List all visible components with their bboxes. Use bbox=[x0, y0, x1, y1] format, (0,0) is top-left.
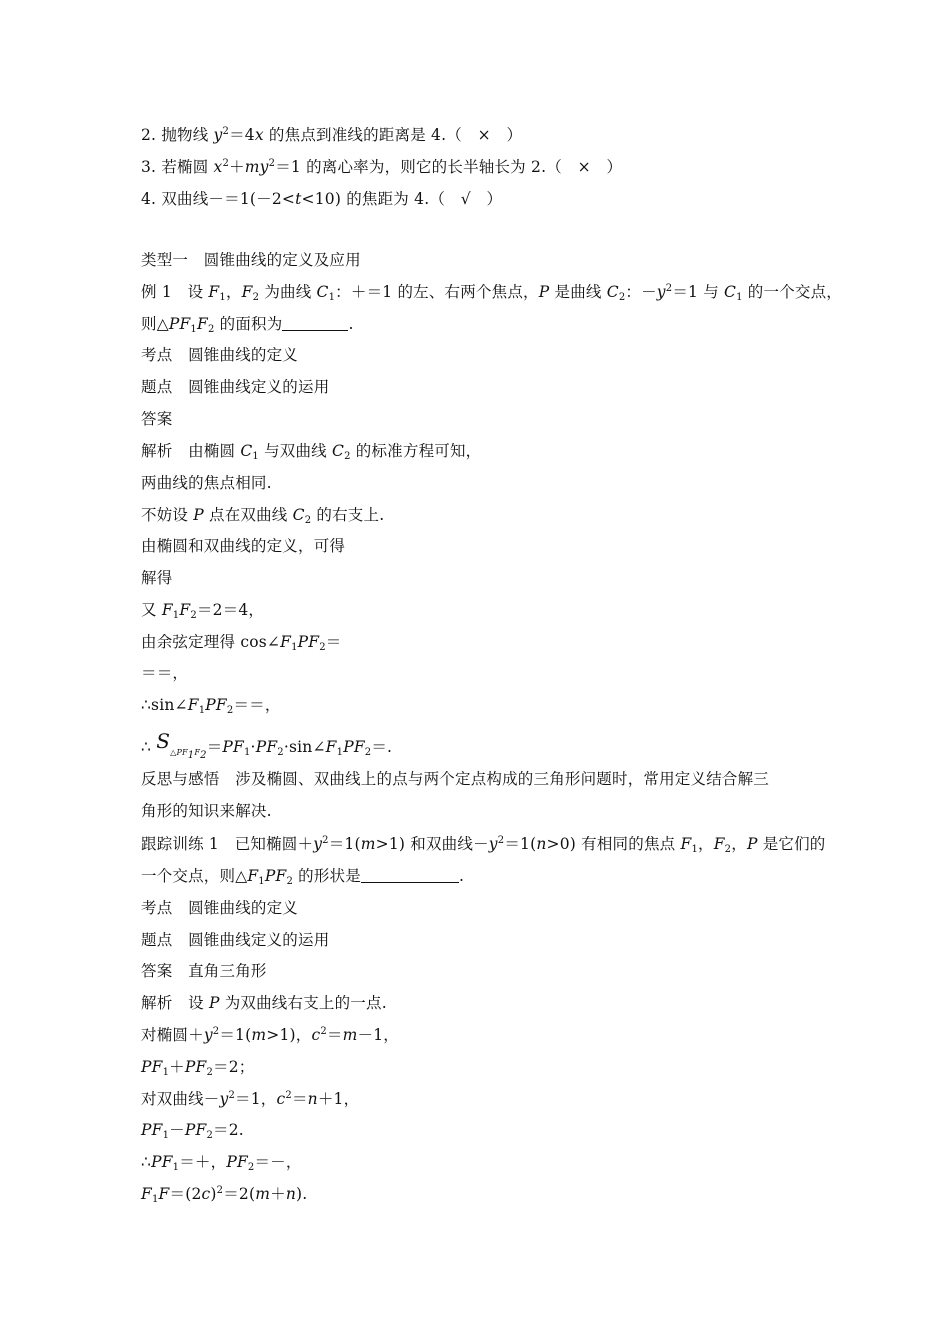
judgement-item-3: 3. 若椭圆 $x^2+my^2=1$ 的离心率为，则它的长半轴长为 2.（ × ） bbox=[141, 158, 623, 176]
practice-1-question: 一个交点，则$\triangle F_1PF_2$ 的形状是 . bbox=[141, 867, 465, 887]
solution-line-4: 由椭圆和双曲线的定义，可得 bbox=[141, 537, 346, 555]
solution-line-9: $\therefore\sin\angle F_1PF_2==$， bbox=[141, 696, 281, 716]
solution-line-1: 解析 设 P 为双曲线右支上的一点. bbox=[141, 994, 387, 1012]
solution-line-10: ∴ $S\triangle PF_1F_2=PF_1\cdot PF_2\cdot\sin\angle F_1PF_2=$. bbox=[141, 729, 393, 761]
example-1-question: 则$\triangle PF_1F_2$ 的面积为 . bbox=[141, 315, 354, 335]
solution-line-3: 不妨设 P 点在双曲线 $C_2$ 的右支上. bbox=[141, 506, 385, 526]
judgement-item-4: 4. 双曲线－＝1(－2<t<10) 的焦距为 4.（ √ ） bbox=[141, 190, 503, 208]
solution-line-6: 又 $F_1F_2=2=4$， bbox=[141, 601, 265, 621]
exam-point-label: 考点 圆锥曲线的定义 bbox=[141, 899, 299, 917]
solution-line-7: $F_1F=(2c)^2=2(m+n)$. bbox=[141, 1185, 308, 1205]
exam-point-label: 考点 圆锥曲线的定义 bbox=[141, 346, 299, 364]
topic-point-label: 题点 圆锥曲线定义的运用 bbox=[141, 931, 330, 949]
solution-line-2: 对椭圆$+y^2=1(m>1)$，$c^2=m-1$， bbox=[141, 1026, 399, 1044]
solution-line-1: 解析 由椭圆 $C_1$ 与双曲线 $C_2$ 的标准方程可知， bbox=[141, 442, 482, 462]
answer-line: 答案 直角三角形 bbox=[141, 962, 267, 980]
reflection-line-1: 反思与感悟 涉及椭圆、双曲线上的点与两个定点构成的三角形问题时，常用定义结合解三 bbox=[141, 770, 770, 788]
solution-line-7: 由余弦定理得 $\cos\angle F_1PF_2=$ bbox=[141, 633, 342, 653]
solution-line-4: 对双曲线$-y^2=1$，$c^2=n+1$， bbox=[141, 1090, 360, 1108]
section-heading: 类型一 圆锥曲线的定义及应用 bbox=[141, 251, 361, 269]
solution-line-3: $PF_1+PF_2=2$； bbox=[141, 1058, 255, 1078]
answer-blank bbox=[282, 316, 348, 331]
practice-1-stem: 跟踪训练 1 已知椭圆$+y^2=1(m>1)$ 和双曲线$-y^2=1(n>0)$ 有相同的焦点 $F_1$，$F_2$，P 是它们的 bbox=[141, 835, 826, 855]
judgement-item-2: 2. 抛物线 $y^2=4x$ 的焦点到准线的距离是 4.（ × ） bbox=[141, 126, 523, 144]
solution-line-5: $PF_1-PF_2=2$. bbox=[141, 1121, 244, 1141]
reflection-line-2: 角形的知识来解决. bbox=[141, 802, 272, 820]
solution-line-2: 两曲线的焦点相同. bbox=[141, 474, 272, 492]
solution-line-5: 解得 bbox=[141, 569, 173, 587]
example-1-stem: 例 1 设 $F_1$，$F_2$ 为曲线 $C_1$：＋＝1 的左、右两个焦点，P 是曲线 $C_2$：$-y^2=1$ 与 $C_1$ 的一个交点， bbox=[141, 283, 842, 303]
solution-line-6: $\therefore PF_1=+$，$PF_2=-$， bbox=[141, 1153, 302, 1173]
solution-line-8: ＝＝， bbox=[141, 664, 189, 682]
answer-blank bbox=[361, 868, 459, 883]
topic-point-label: 题点 圆锥曲线定义的运用 bbox=[141, 378, 330, 396]
answer-label: 答案 bbox=[141, 410, 173, 428]
